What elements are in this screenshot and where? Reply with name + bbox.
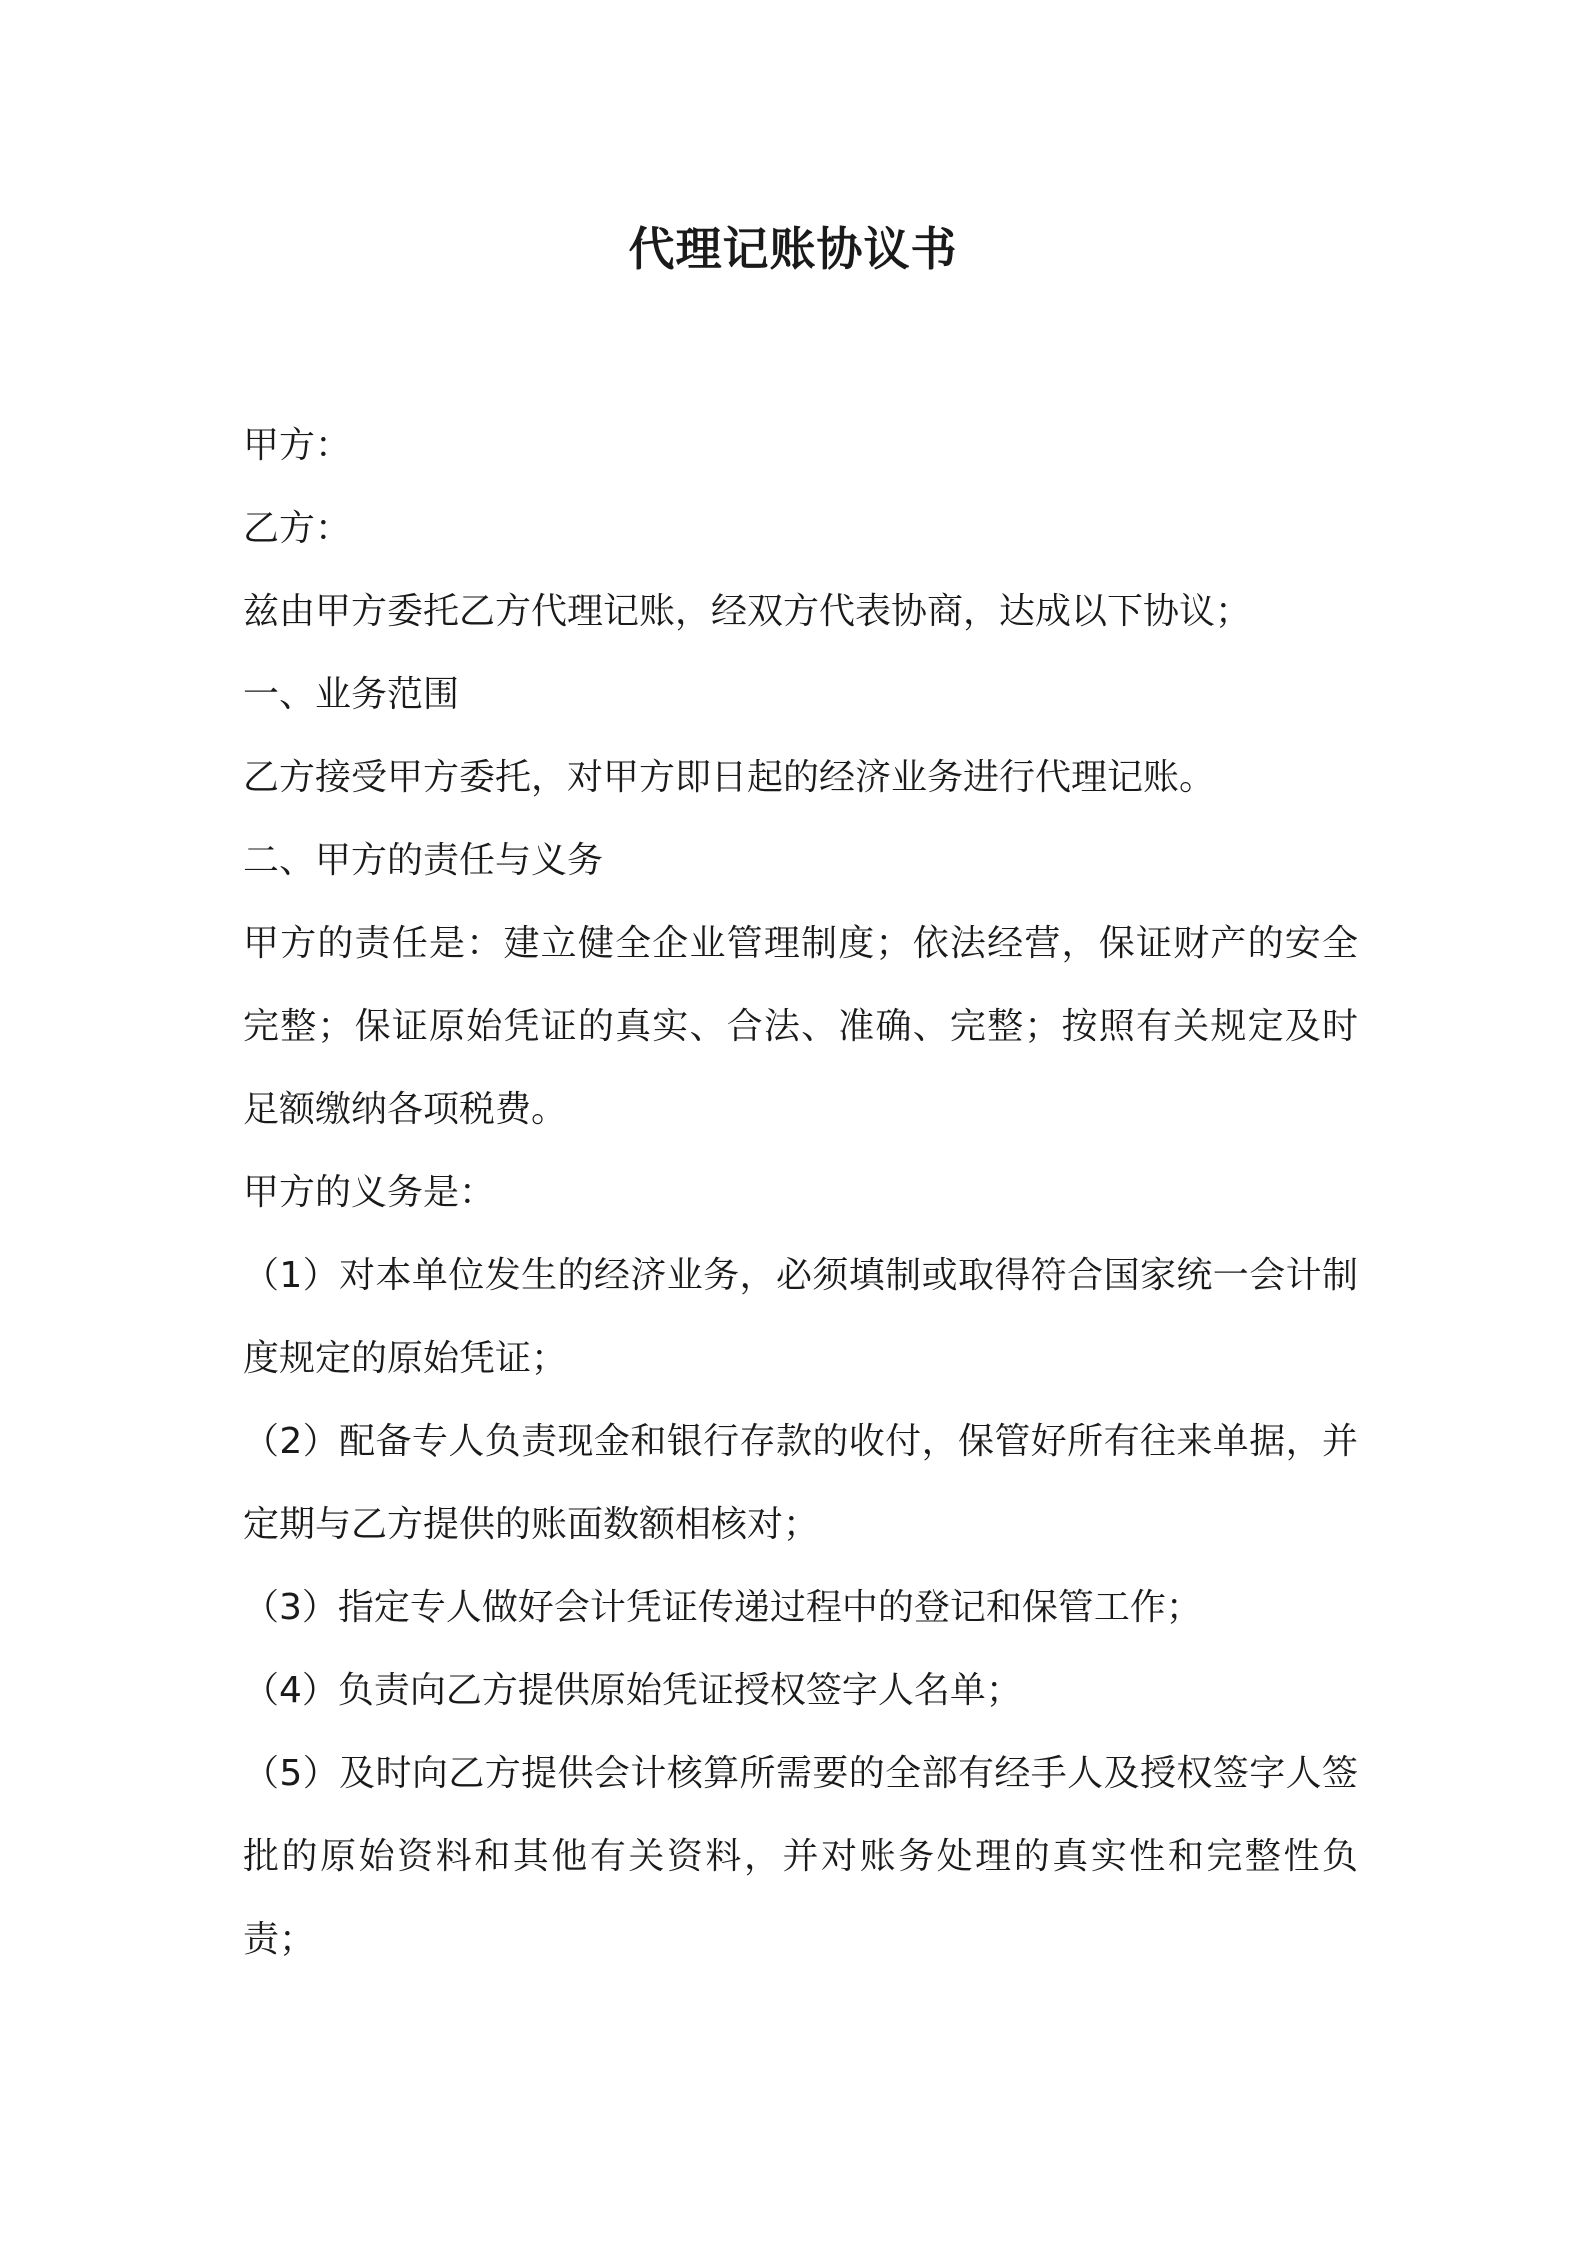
obligation-item-1: （1）对本单位发生的经济业务，必须填制或取得符合国家统一会计制度规定的原始凭证；: [243, 1255, 1358, 1379]
obligation-item-5: （5）及时向乙方提供会计核算所需要的全部有经手人及授权签字人签批的原始资料和其他有关资料，并对账务处理的真实性和完整性负责；: [243, 1753, 1358, 1960]
obligations-heading: 甲方的义务是：: [243, 1172, 496, 1213]
obligation-item-2: （2）配备专人负责现金和银行存款的收付，保管好所有往来单据，并定期与乙方提供的账面数额相核对；: [243, 1421, 1358, 1545]
intro-paragraph: 兹由甲方委托乙方代理记账，经双方代表协商，达成以下协议；: [243, 591, 1252, 632]
section-heading-scope: 一、业务范围: [243, 674, 460, 715]
scope-paragraph: 乙方接受甲方委托，对甲方即日起的经济业务进行代理记账。: [243, 757, 1216, 798]
party-b-line: 乙方：: [243, 508, 352, 549]
section-heading-responsibilities: 二、甲方的责任与义务: [243, 840, 604, 881]
party-a-line: 甲方：: [243, 425, 352, 466]
document-body: [243, 404, 1358, 1981]
obligation-item-3: （3）指定专人做好会计凭证传递过程中的登记和保管工作；: [243, 1587, 1202, 1628]
responsibility-paragraph: 甲方的责任是：建立健全企业管理制度；依法经营，保证财产的安全完整；保证原始凭证的真实、合法、准确、完整；按照有关规定及时足额缴纳各项税费。: [243, 923, 1358, 1130]
page-title: 代理记账协议书: [628, 222, 958, 276]
obligation-item-4: （4）负责向乙方提供原始凭证授权签字人名单；: [243, 1670, 1022, 1711]
